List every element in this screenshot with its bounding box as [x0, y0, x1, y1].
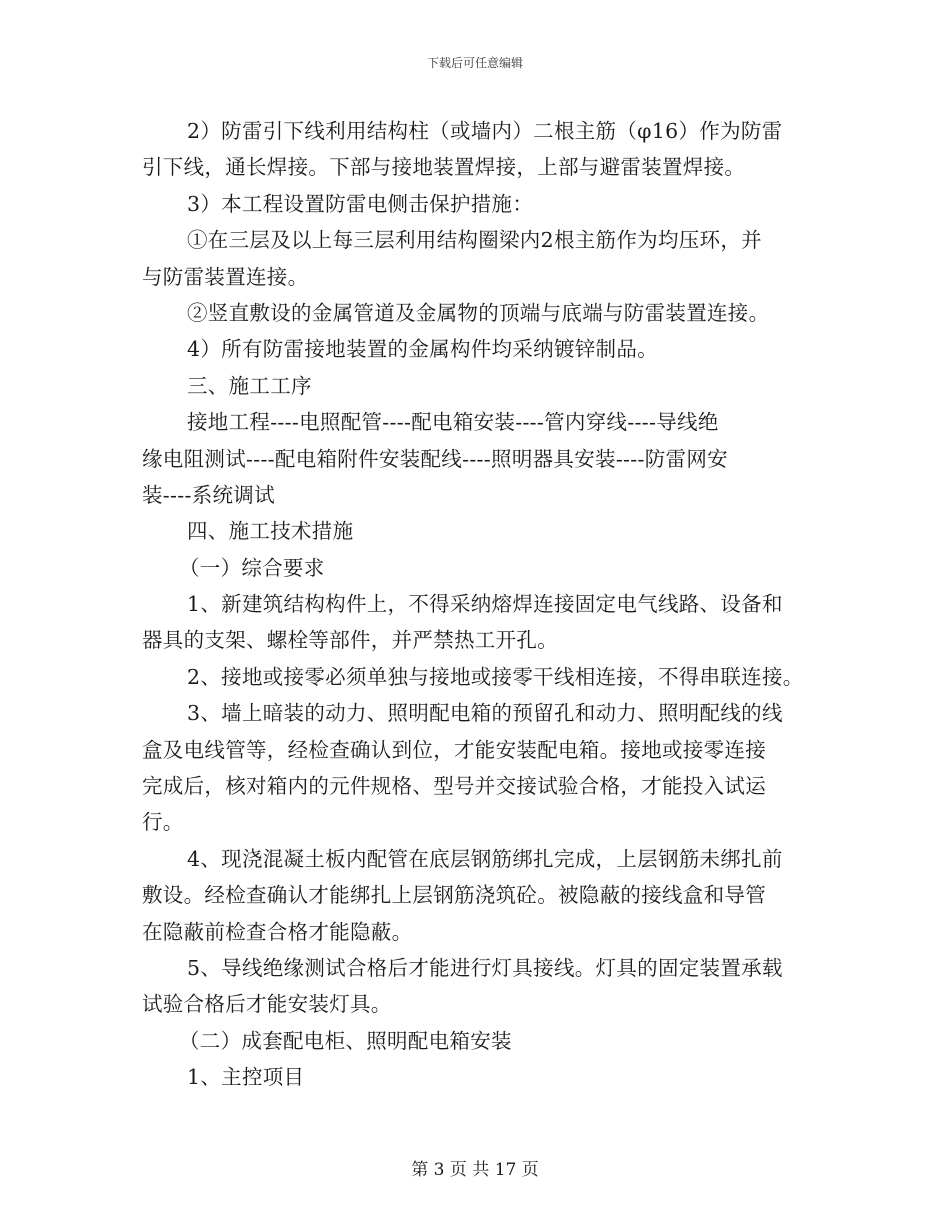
paragraph-line: 接地工程----电照配管----配电箱安装----管内穿线----导线绝	[187, 410, 719, 435]
paragraph-line: 在隐蔽前检查合格才能隐蔽。	[142, 919, 413, 944]
paragraph-line: 4）所有防雷接地装置的金属构件均采纳镀锌制品。	[187, 337, 658, 362]
subsection-heading: （一）综合要求	[179, 555, 325, 580]
paragraph-line: 1、主控项目	[187, 1065, 305, 1090]
paragraph-line: 敷设。经检查确认才能绑扎上层钢筋浇筑砼。被隐蔽的接线盒和导管	[142, 883, 766, 908]
paragraph-line: 3）本工程设置防雷电侧击保护措施：	[187, 191, 534, 216]
paragraph-line: ①在三层及以上每三层利用结构圈梁内2根主筋作为均压环，并	[187, 228, 762, 253]
paragraph-line: 与防雷装置连接。	[142, 264, 309, 289]
paragraph-line: 2）防雷引下线利用结构柱（或墙内）二根主筋（φ16）作为防雷	[187, 119, 783, 143]
section-heading: 四、施工技术措施	[187, 519, 354, 544]
paragraph-line: 完成后，核对箱内的元件规格、型号并交接试验合格，才能投入试运	[142, 774, 766, 799]
section-heading: 三、施工工序	[187, 373, 312, 398]
paragraph-line: 4、现浇混凝土板内配管在底层钢筋绑扎完成，上层钢筋未绑扎前	[187, 846, 783, 871]
paragraph-line: 试验合格后才能安装灯具。	[142, 992, 392, 1017]
paragraph-line: 5、导线绝缘测试合格后才能进行灯具接线。灯具的固定装置承载	[187, 955, 783, 980]
paragraph-line: 引下线，通长焊接。下部与接地装置焊接，上部与避雷装置焊接。	[142, 155, 746, 180]
paragraph-line: 3、墙上暗装的动力、照明配电箱的预留孔和动力、照明配线的线	[187, 701, 783, 726]
paragraph-line: 盒及电线管等，经检查确认到位，才能安装配电箱。接地或接零连接	[142, 737, 766, 762]
page-header: 下载后可任意编辑	[426, 56, 523, 70]
page-footer: 第 3 页 共 17 页	[411, 1160, 539, 1180]
paragraph-line: 器具的支架、螺栓等部件，并严禁热工开孔。	[142, 628, 558, 653]
paragraph-line: 缘电阻测试----配电箱附件安装配线----照明器具安装----防雷网安	[142, 446, 728, 471]
paragraph-line: 装----系统调试	[142, 482, 275, 507]
paragraph-line: ②竖直敷设的金属管道及金属物的顶端与底端与防雷装置连接。	[187, 300, 770, 325]
subsection-heading: （二）成套配电柜、照明配电箱安装	[179, 1028, 512, 1053]
paragraph-line: 1、新建筑结构构件上，不得采纳熔焊连接固定电气线路、设备和	[187, 592, 783, 617]
paragraph-line: 2、接地或接零必须单独与接地或接零干线相连接，不得串联连接。	[187, 664, 804, 689]
paragraph-line: 行。	[142, 810, 184, 835]
document-body	[142, 113, 808, 1096]
